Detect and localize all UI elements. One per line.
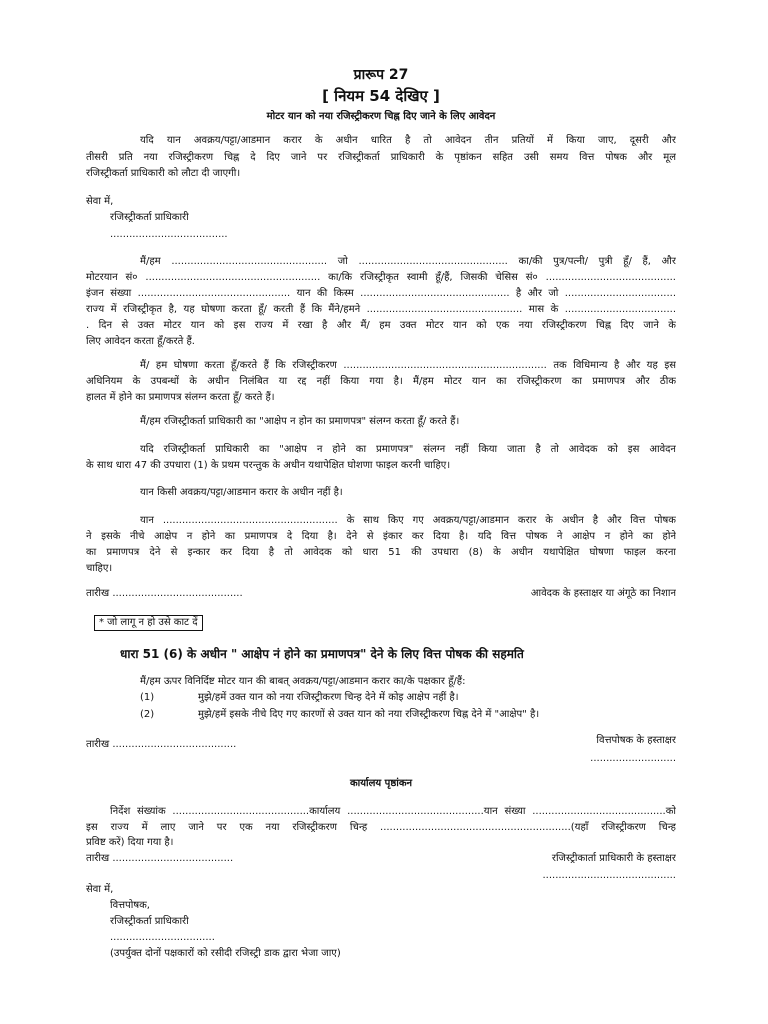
footer-note: (उपर्युक्त दोनों पक्षकारों को रसीदी रजिस्ट्री डाक द्वारा भेजा जाए)	[110, 948, 341, 959]
address-blank: .....................................	[110, 229, 228, 240]
address-to: सेवा में,	[86, 196, 114, 207]
office-line: इस राज्य में लाए जाने पर एक नया रजिस्ट्रीकरण चिन्ह ............................................................(यहाँ रजिस्ट्रीकरण चिन्ह	[86, 822, 676, 833]
noc-not-attached-line: के साथ धारा 47 की उपधारा (1) के प्रथम परन्तुक के अधीन यथापेक्षित घोशणा फाइल करनी चाहिए।	[86, 460, 451, 471]
financier-line: मैं/हम ऊपर विनिर्दिष्ट मोटर यान की बाबत् अवक्रय/पट्टा/आडमान करार का/के पक्षकार हूँ/हैं:	[140, 676, 466, 687]
authority-signature: रजिस्ट्रीकार्ता प्राधिकारी के हस्ताक्षर	[551, 853, 676, 864]
authority-signature-line: ..........................................	[542, 870, 676, 881]
applicant-signature: आवेदक के हस्ताक्षर या अंगूठे का निशान	[530, 588, 676, 599]
financier-signature-line: ...........................	[590, 753, 676, 764]
strike-note: * जो लागू न हो उसे काट दें	[94, 615, 203, 631]
financier-item-text: मुझे/हमें उक्त यान को नया रजिस्ट्रीकरण चिन्ह देने में कोइ आक्षेप नहीं है।	[198, 692, 459, 703]
strike-note-wrap	[94, 615, 684, 631]
applicant-line: मोटरयान सं० ....................................................... का/कि रजिस्ट्रीकृत स्वामी हूँ/हैं, जिसकी चेसिस सं० .........................................	[86, 272, 676, 283]
form-subject: मोटर यान को नया रजिस्ट्रीकरण चिह्न दिए जाने के लिए आवेदन	[266, 111, 496, 122]
noc-attached: मैं/हम रजिस्ट्रीकर्ता प्राधिकारी का "आक्षेप न होन का प्रमाणपत्र" संलग्न करता हूँ/ करते हैं।	[140, 416, 460, 427]
declaration-line: अधिनियम के उपबन्धों के अधीन निलंबित या रद्द नहीं किया गया है। मैं/हम मोटर यान का रजिस्ट्रीकरण का प्रमाणपत्र और ठीक	[86, 376, 676, 387]
financier-consent-title: धारा 51 (6) के अधीन " आक्षेप नं होने का प्रमाणपत्र" देने के लिए वित्त पोषक की सहमति	[120, 647, 524, 661]
intro-line: तीसरी प्रति नया रजिस्ट्रीकरण चिह्न दे दिए जाने पर रजिस्ट्रीकर्ता प्राधिकारी के पृष्ठांकन सहित उसी समय वित्त पोषक और मूल	[86, 152, 676, 163]
applicant-line: राज्य में रजिस्ट्रीकृत है, यह घोषणा करता हूँ/ करती हैं कि मैंने/हमने ................................................. मास के ...................................	[86, 304, 676, 315]
noc-not-attached-line: यदि रजिस्ट्रीकर्ता प्राधिकारी का "आक्षेप न होने का प्रमाणपत्र" संलग्न नहीं किया जाता है तो आवेदक को इस आवेदन	[140, 444, 676, 455]
office-line: निर्देश संख्यांक ...........................................कार्यालय ...........................................यान संख्या ..........................................को	[110, 806, 676, 817]
not-under-agreement: यान किसी अवक्रय/पट्टा/आडमान करार के अधीन नहीं है।	[140, 487, 343, 498]
footer-financier: वित्तपोषक,	[110, 900, 150, 911]
footer-authority: रजिस्ट्रीकर्ता प्राधिकारी	[110, 916, 189, 927]
footer-to: सेवा में,	[86, 884, 114, 895]
declaration-line: हालत में होने का प्रमाणपत्र संलग्न करता हूँ/ करते हैं।	[86, 392, 275, 403]
financier-signature: वित्तपोषक के हस्ताक्षर	[596, 735, 676, 746]
financier-item-number: (2)	[140, 709, 155, 720]
intro-line: रजिस्ट्रीकर्ता प्राधिकारी को लौटा दी जाएगी।	[86, 168, 241, 179]
applicant-date: तारीख .........................................	[86, 588, 243, 599]
office-date: तारीख ......................................	[86, 853, 234, 864]
intro-line: यदि यान अवक्रय/पट्टा/आडमान करार के अधीन धारित है तो आवेदन तीन प्रतियों में किया जाए, दूसरी और	[140, 135, 676, 146]
rule-reference: [ नियम 54 देखिए ]	[322, 87, 440, 105]
financier-item-number: (1)	[140, 692, 155, 703]
applicant-line: इंजन संख्या ................................................ यान की किस्म ............................................... है और जो ...................................	[86, 288, 676, 299]
office-line: प्रविष्ट करें) दिया गया है।	[86, 837, 174, 848]
financier-date: तारीख .......................................	[86, 739, 237, 750]
form-number: प्रारूप 27	[353, 67, 409, 83]
declaration-line: मैं/ हम घोषणा करता हूँ/करते हैं कि रजिस्ट्रीकरण ................................................................ तक विधिमान्य है और यह इस	[140, 360, 676, 371]
under-agreement-line: यान ....................................................... के साथ किए गए अवक्रय/पट्टा/आडमान करार के अधीन है और वित्त पोषक	[140, 515, 676, 526]
applicant-line: मैं/हम ................................................. जो ............................................... का/की पुत्र/पत्नी/ पुत्री हूँ/ हैं, और	[140, 256, 676, 267]
address-authority: रजिस्ट्रीकर्ता प्राधिकारी	[110, 212, 189, 223]
financier-item-text: मुझे/हमें इसके नीचे दिए गए कारणों से उक्त यान को नया रजिस्ट्रीकरण चिह्न देने में "आक्षेप" है।	[198, 709, 540, 720]
under-agreement-line: ने इसके नीचे आक्षेप न होने का प्रमाणपत्र दे दिया है। देने से इंकार कर दिया है। यदि वित्त पोषक ने आक्षेप न होने का होने	[86, 531, 676, 542]
office-endorsement-title: कार्यालय पृष्ठांकन	[349, 778, 413, 789]
under-agreement-line: का प्रमाणपत्र देने से इन्कार कर दिया है तो आवेदक को धारा 51 की उपधारा (8) के अधीन यथापेक्षित घोषणा फाइल करना	[86, 547, 676, 558]
applicant-line: . दिन से उक्त मोटर यान को इस राज्य में रखा है और मैं/ हम उक्त मोटर यान को एक नया रजिस्ट्रीकरण चिह्न दिए जाने के	[86, 320, 676, 331]
under-agreement-line: चाहिए।	[86, 563, 113, 574]
applicant-line: लिए आवेदन करता हूँ/करते हैं.	[86, 336, 195, 347]
footer-blank: .................................	[110, 932, 215, 943]
